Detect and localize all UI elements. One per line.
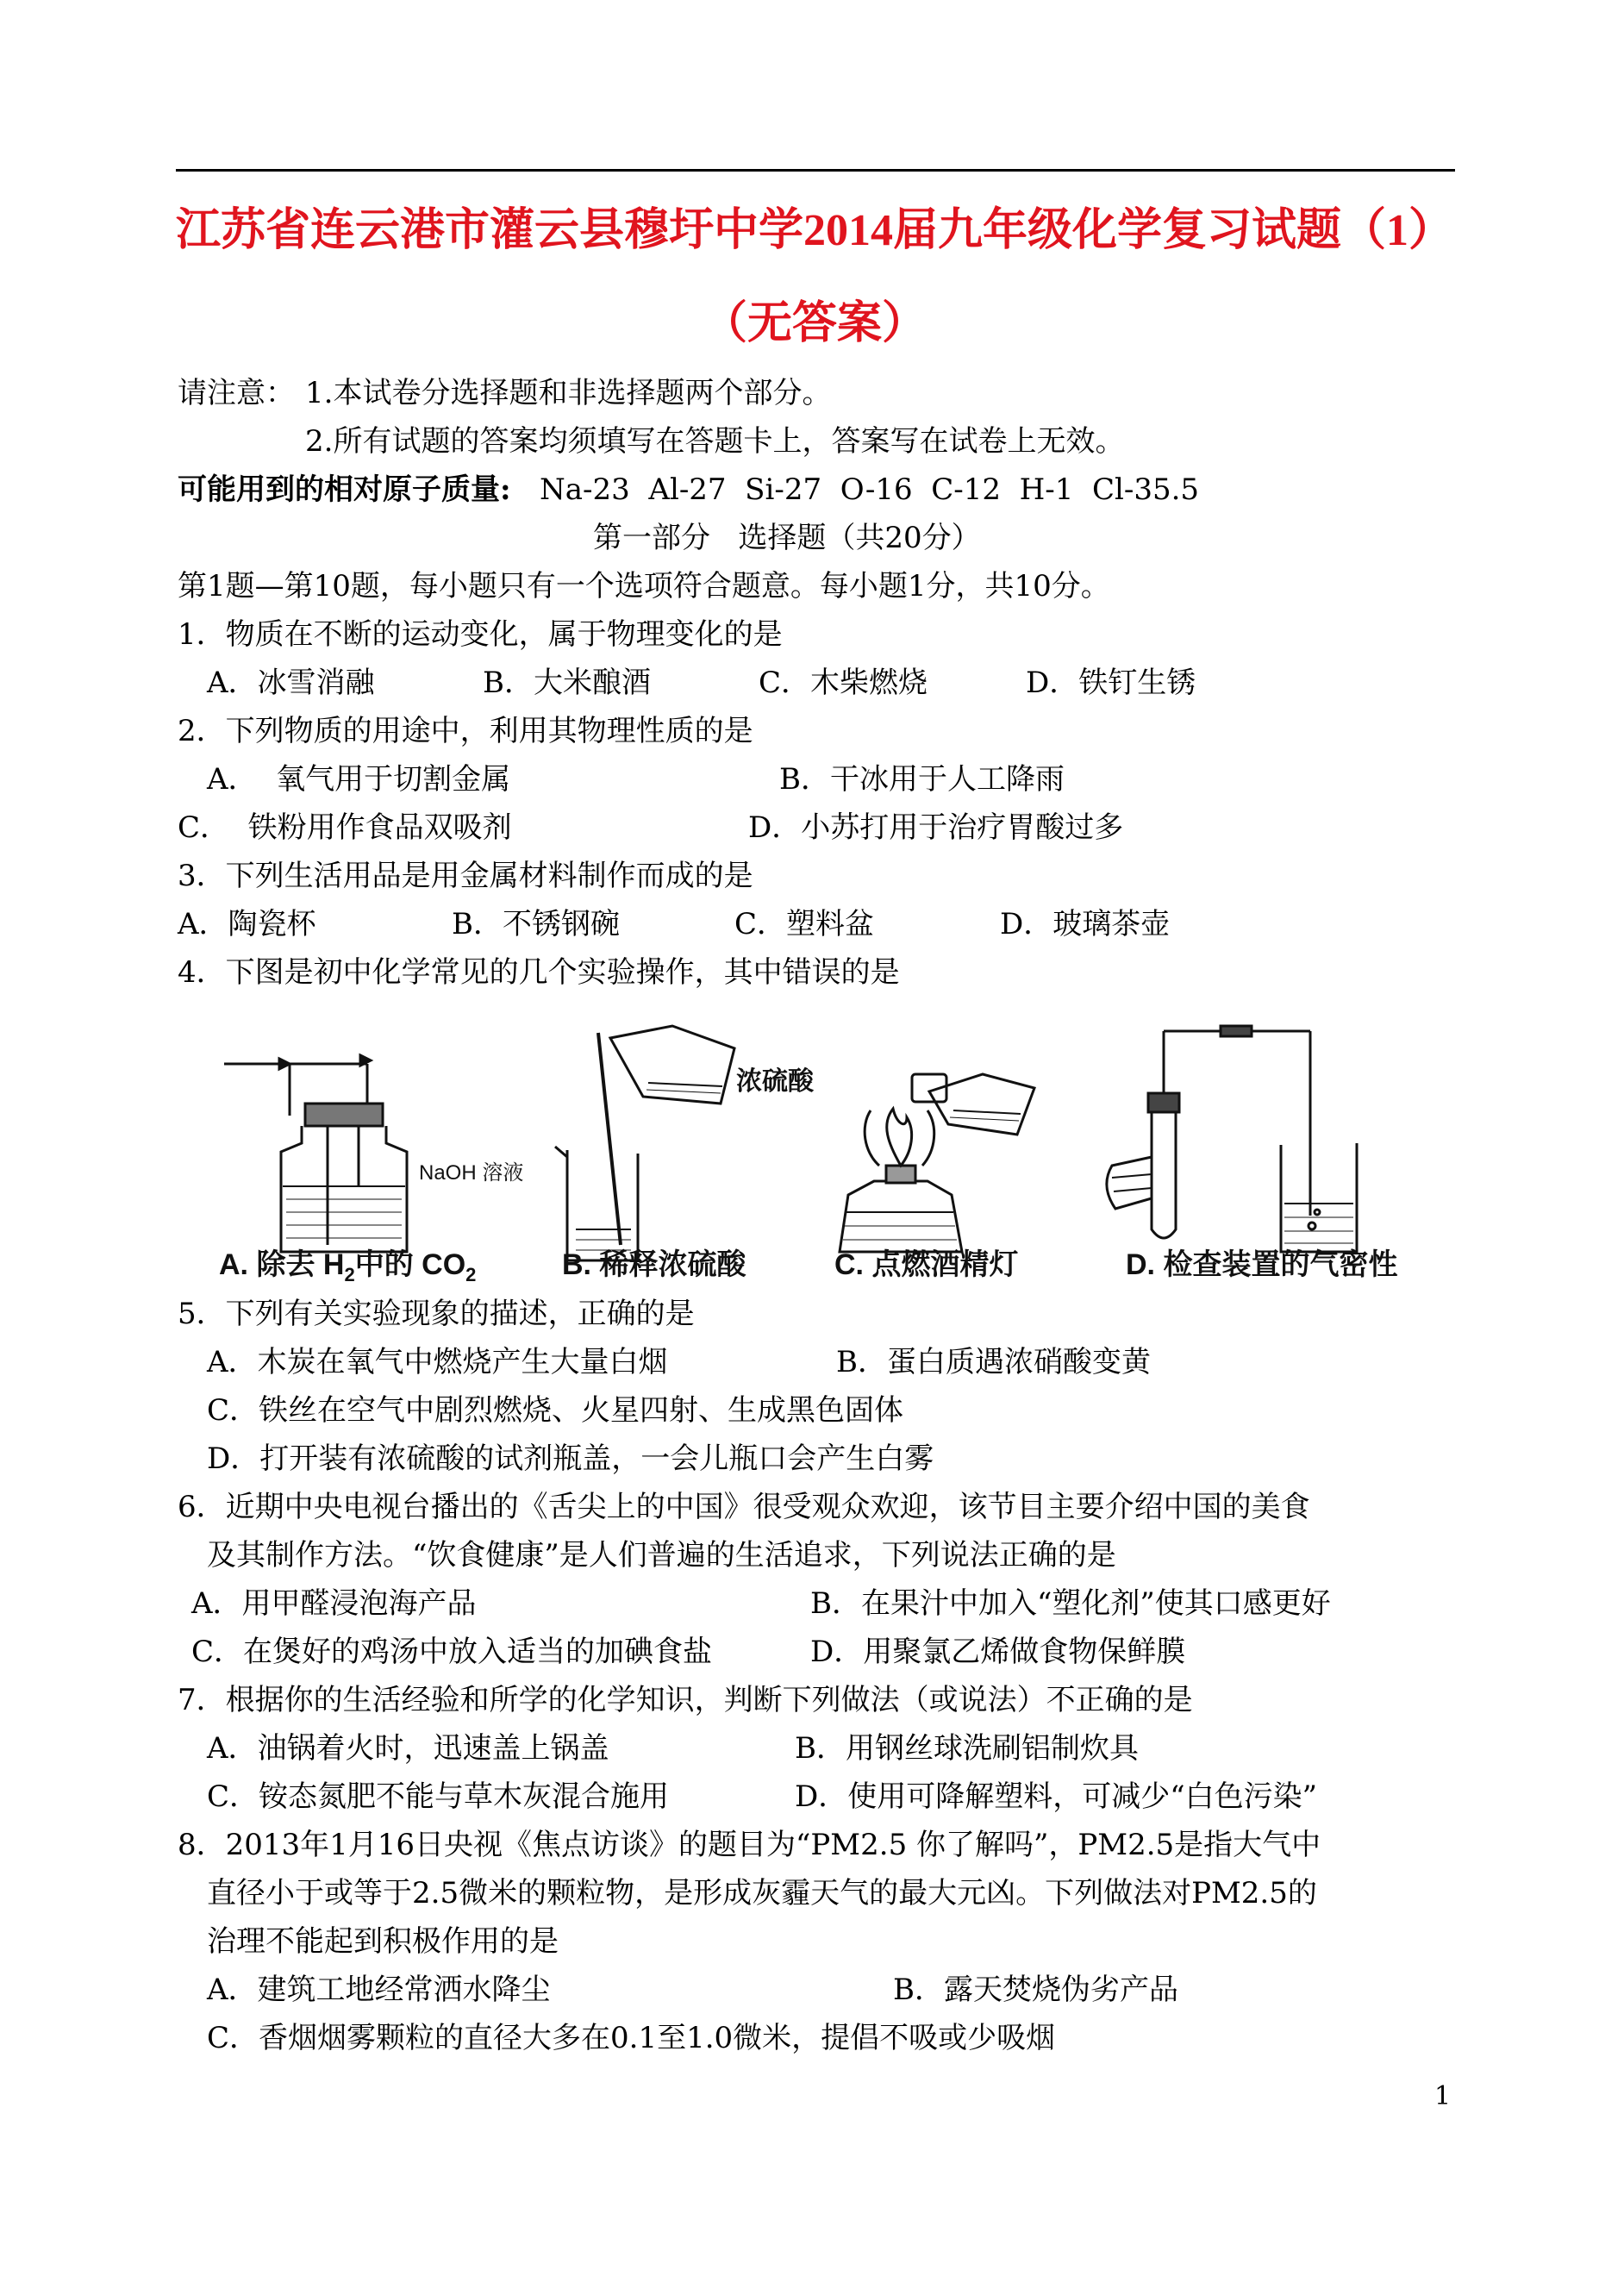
q3-option-b: B．不锈钢碗: [452, 907, 620, 941]
q4-experiment-figure: [207, 1014, 1465, 1290]
caption-d: D. 检查装置的气密性: [1126, 1248, 1398, 1281]
airtightness-check-diagram: [1107, 1026, 1357, 1252]
section-instruction: 第1题—第10题，每小题只有一个选项符合题意。每小题1分，共10分。: [178, 569, 1110, 603]
exam-title-line2: （无答案）: [702, 299, 927, 348]
q2-stem: 2．下列物质的用途中，利用其物理性质的是: [178, 714, 753, 748]
q5-option-d: D．打开装有浓硫酸的试剂瓶盖，一会儿瓶口会产生白雾: [207, 1441, 934, 1476]
sulfuric-acid-label: 浓硫酸: [736, 1067, 814, 1096]
q6-option-d: D．用聚氯乙烯做食物保鲜膜: [810, 1635, 1186, 1669]
caption-c: C. 点燃酒精灯: [834, 1248, 1019, 1281]
q7-stem: 7．根据你的生活经验和所学的化学知识，判断下列做法（或说法）不正确的是: [178, 1683, 1193, 1717]
section-title: 第一部分 选择题（共20分）: [593, 521, 981, 555]
q3-option-c: C．塑料盆: [734, 907, 875, 941]
q2-option-c: C． 铁粉用作食品双吸剂: [178, 810, 512, 845]
q6-option-c: C．在煲好的鸡汤中放入适当的加碘食盐: [191, 1635, 713, 1669]
exam-title-line1: 江苏省连云港市灌云县穆圩中学2014届九年级化学复习试题（1）: [175, 206, 1453, 255]
q4-stem: 4．下图是初中化学常见的几个实验操作，其中错误的是: [178, 955, 900, 990]
q7-option-c: C．铵态氮肥不能与草木灰混合施用: [207, 1779, 670, 1814]
q1-option-d: D．铁钉生锈: [1026, 666, 1196, 700]
q2-option-b: B．干冰用于人工降雨: [779, 762, 1065, 797]
q6-option-a: A．用甲醛浸泡海产品: [191, 1586, 477, 1621]
header-rule: [176, 169, 1455, 172]
q1-option-b: B．大米酿酒: [483, 666, 651, 700]
alcohol-lamp-diagram: [840, 1074, 1034, 1252]
q7-option-d: D．使用可降解塑料，可减少“白色污染”: [795, 1779, 1318, 1814]
atomic-mass-values: Na-23 Al-27 Si-27 O-16 C-12 H-1 Cl-35.5: [540, 472, 1200, 507]
caption-a: A. 除去 $H_2$中的 $CO_2$: [219, 1248, 477, 1285]
q6-stem-line2: 及其制作方法。“饮食健康”是人们普遍的生活追求，下列说法正确的是: [207, 1538, 1116, 1573]
q5-option-a: A．木炭在氧气中燃烧产生大量白烟: [207, 1345, 668, 1379]
q3-option-d: D．玻璃茶壶: [1000, 907, 1171, 941]
naoh-solution-label: NaOH 溶液: [419, 1161, 524, 1185]
q3-stem: 3．下列生活用品是用金属材料制作而成的是: [178, 859, 753, 893]
q7-option-b: B．用钢丝球洗刷铝制炊具: [795, 1731, 1139, 1766]
q1-stem: 1．物质在不断的运动变化，属于物理变化的是: [178, 617, 783, 652]
q5-stem: 5．下列有关实验现象的描述，正确的是: [178, 1297, 695, 1331]
q6-stem-line1: 6．近期中央电视台播出的《舌尖上的中国》很受观众欢迎，该节目主要介绍中国的美食: [178, 1490, 1310, 1524]
q8-stem-line3: 治理不能起到积极作用的是: [207, 1924, 559, 1959]
q8-option-a: A．建筑工地经常洒水降尘: [207, 1973, 551, 2007]
q2-option-a: A． 氧气用于切割金属: [207, 762, 511, 797]
notice-label: 请注意：: [178, 376, 295, 410]
q8-stem-line1: 8．2013年1月16日央视《焦点访谈》的题目为“PM2.5 你了解吗”，PM2.5是指大气中: [178, 1828, 1321, 1862]
q2-option-d: D．小苏打用于治疗胃酸过多: [748, 810, 1124, 845]
q5-option-c: C．铁丝在空气中剧烈燃烧、火星四射、生成黑色固体: [207, 1393, 904, 1428]
page-number: 1: [1434, 2081, 1452, 2111]
q3-option-a: A．陶瓷杯: [178, 907, 316, 941]
q6-option-b: B．在果汁中加入“塑化剂”使其口感更好: [810, 1586, 1331, 1621]
q8-option-c: C．香烟烟雾颗粒的直径大多在0.1至1.0微米，提倡不吸或少吸烟: [207, 2021, 1056, 2055]
gas-washing-bottle-diagram: [224, 1055, 407, 1252]
notice-item-2: 2.所有试题的答案均须填写在答题卡上，答案写在试卷上无效。: [305, 424, 1125, 459]
q5-option-b: B．蛋白质遇浓硝酸变黄: [836, 1345, 1151, 1379]
atomic-mass-label: 可能用到的相对原子质量:: [178, 472, 511, 507]
dilute-sulfuric-acid-diagram: [555, 1026, 734, 1260]
caption-b: B. 稀释浓硫酸: [562, 1248, 746, 1281]
q8-option-b: B．露天焚烧伪劣产品: [893, 1973, 1178, 2007]
notice-item-1: 1.本试卷分选择题和非选择题两个部分。: [305, 376, 832, 410]
q7-option-a: A．油锅着火时，迅速盖上锅盖: [207, 1731, 609, 1766]
q8-stem-line2: 直径小于或等于2.5微米的颗粒物，是形成灰霾天气的最大元凶。下列做法对PM2.5的: [207, 1876, 1317, 1910]
q1-option-c: C．木柴燃烧: [759, 666, 928, 700]
q1-option-a: A．冰雪消融: [207, 666, 375, 700]
